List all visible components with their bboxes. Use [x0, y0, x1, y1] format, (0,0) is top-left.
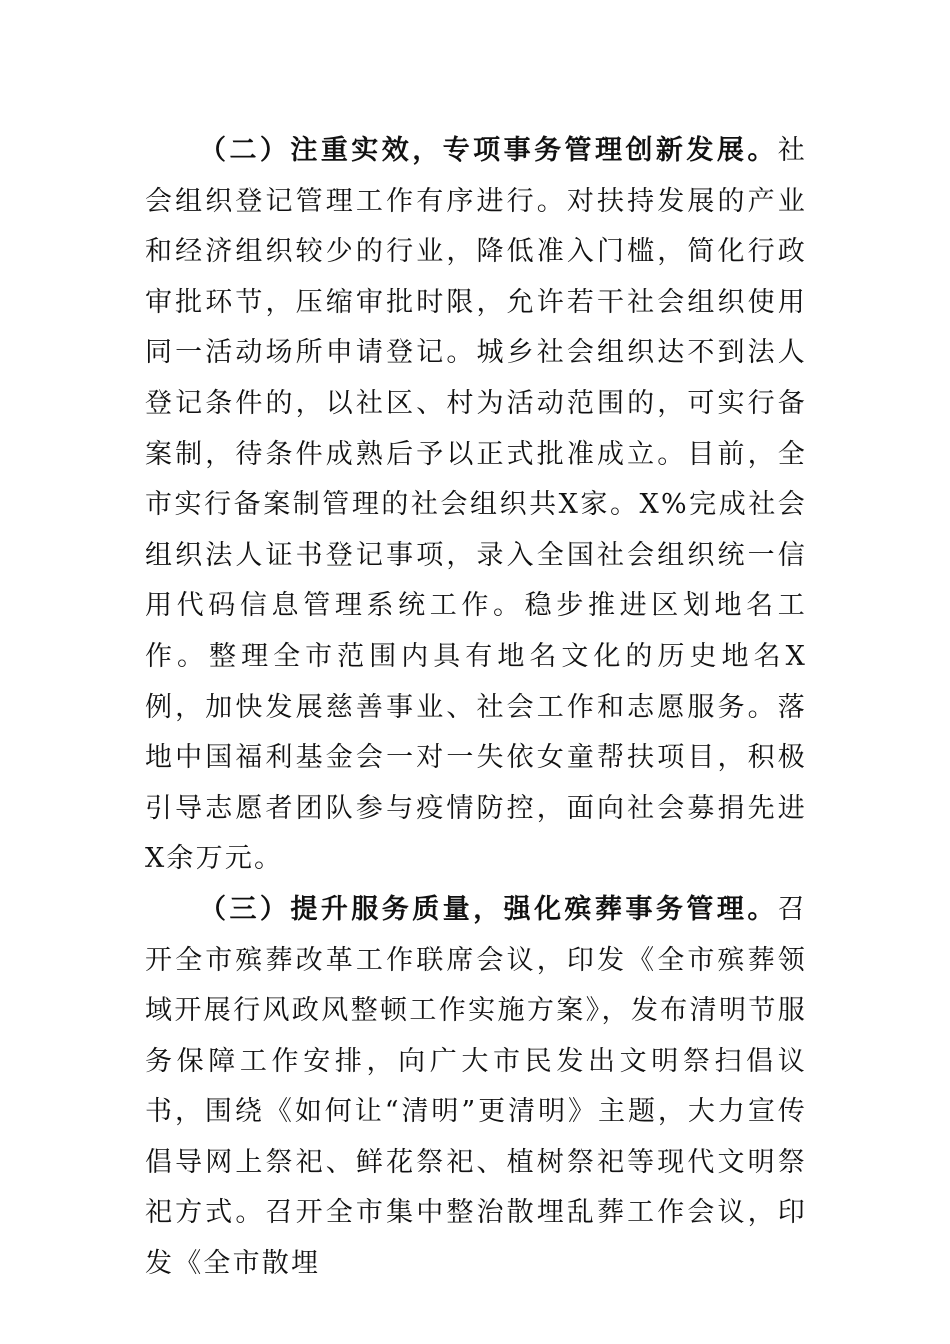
paragraph-3-text: 召开全市殡葬改革工作联席会议，印发《全市殡葬领域开展行风政风整顿工作实施方案》，发布清明节服务保障工作安排，向广大市民发出文明祭扫倡议书，围绕《如何让“清明”更清明》主题，大力宣传倡导网上祭祀、鲜花祭祀、植树祭祀等现代文明祭祀方式。召开全市集中整治散埋乱葬工作会议，印发《全市散埋 — [145, 893, 807, 1280]
paragraph-3 — [145, 885, 807, 1290]
section-heading-2: （二）注重实效，专项事务管理创新发展。 — [199, 135, 778, 166]
paragraph-2 — [145, 126, 807, 885]
paragraph-2-text: 社会组织登记管理工作有序进行。对扶持发展的产业和经济组织较少的行业，降低准入门槛，简化行政审批环节，压缩审批时限，允许若干社会组织使用同一活动场所申请登记。城乡社会组织达不到法人登记条件的，以社区、村为活动范围的，可实行备案制，待条件成熟后予以正式批准成立。目前，全市实行备案制管理的社会组织共X家。X%完成社会组织法人证书登记事项，录入全国社会组织统一信用代码信息管理系统工作。稳步推进区划地名工作。整理全市范围内具有地名文化的历史地名X例，加快发展慈善事业、社会工作和志愿服务。落地中国福利基金会一对一失依女童帮扶项目，积极引导志愿者团队参与疫情防控，面向社会募捐先进X余万元。 — [145, 135, 807, 875]
document-body — [145, 126, 807, 1290]
section-heading-3: （三）提升服务质量，强化殡葬事务管理。 — [199, 893, 778, 925]
